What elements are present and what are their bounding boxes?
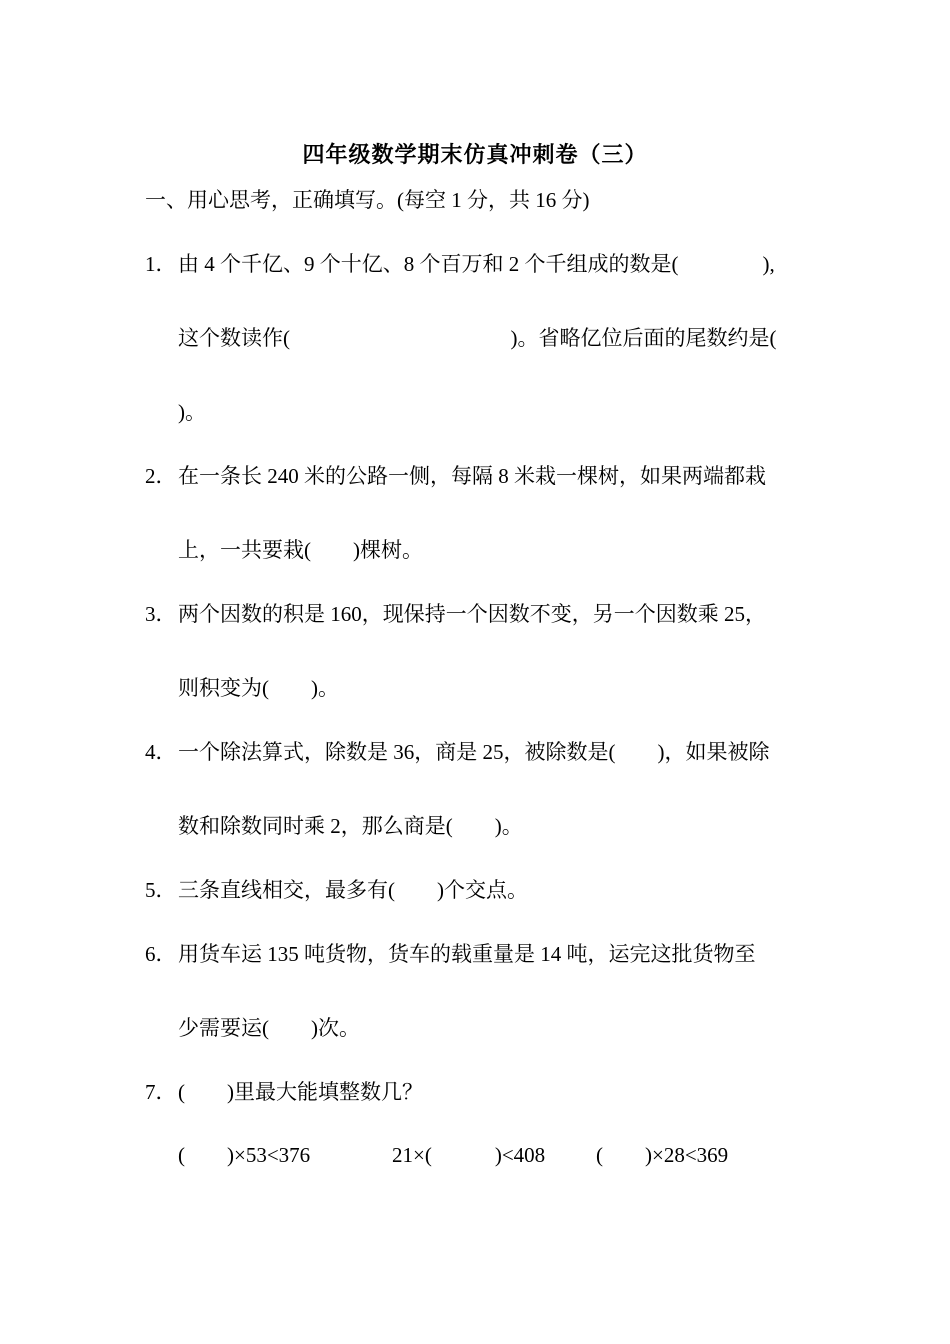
question-1-line-1: 由 4 个千亿、9 个十亿、8 个百万和 2 个千组成的数是( ), (178, 252, 775, 276)
question-3-line-1: 两个因数的积是 160，现保持一个因数不变，另一个因数乘 25， (178, 602, 766, 626)
question-4-line-1: 一个除法算式，除数是 36，商是 25，被除数是( )，如果被除 (178, 740, 770, 764)
section-heading: 一、用心思考，正确填写。(每空 1 分，共 16 分) (145, 188, 590, 212)
question-4-line-2: 数和除数同时乘 2，那么商是( )。 (178, 814, 523, 838)
question-2-line-1: 在一条长 240 米的公路一侧，每隔 8 米栽一棵树，如果两端都栽 (178, 464, 766, 488)
question-2-number: 2． (145, 464, 177, 488)
question-6-line-1: 用货车运 135 吨货物，货车的载重量是 14 吨，运完这批货物至 (178, 942, 756, 966)
question-1-line-2: 这个数读作( )。省略亿位后面的尾数约是( (178, 326, 777, 350)
question-2-line-2: 上，一共要栽( )棵树。 (178, 538, 423, 562)
question-5-number: 5． (145, 878, 177, 902)
question-1-number: 1． (145, 252, 177, 276)
question-6-line-2: 少需要运( )次。 (178, 1016, 360, 1040)
question-6-number: 6． (145, 942, 177, 966)
question-5-line-1: 三条直线相交，最多有( )个交点。 (178, 878, 528, 902)
question-7-number: 7． (145, 1080, 177, 1104)
q7-item-3: ( )×28<369 (596, 1143, 729, 1167)
question-4-number: 4． (145, 740, 177, 764)
question-3-number: 3． (145, 602, 177, 626)
question-7-line-1: ( )里最大能填整数几？ (178, 1080, 423, 1104)
question-3-line-2: 则积变为( )。 (178, 676, 339, 700)
page-title: 四年级数学期末仿真冲刺卷（三） (302, 143, 648, 168)
q7-item-1: ( )×53<376 (178, 1143, 311, 1167)
question-1-line-3: )。 (178, 400, 206, 424)
q7-item-2: 21×( )<408 (392, 1143, 546, 1167)
